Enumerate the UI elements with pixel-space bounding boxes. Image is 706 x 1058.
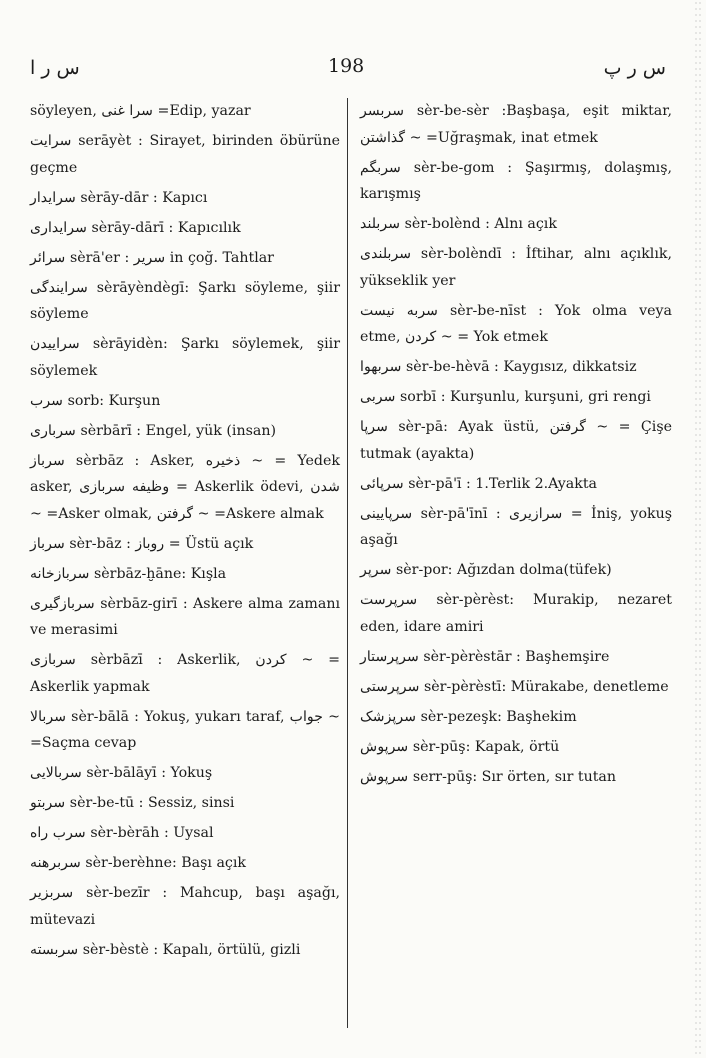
- right-column: [360, 98, 672, 794]
- dictionary-entry: سرپر sèr-por: Ağızdan dolma(tüfek): [360, 562, 612, 578]
- dictionary-entry: سراییدن sèrāyidèn: Şarkı söylemek, şiir söylemek: [30, 336, 340, 379]
- dictionary-entry: سرباز sèr-bāz : روباز = Üstü açık: [30, 535, 254, 552]
- column-divider: [347, 98, 348, 1028]
- dictionary-entry: سربازخانه sèrbāz-ḫāne: Kışla: [30, 565, 227, 582]
- dictionary-entry: سرپزشک sèr-pezeşk: Başhekim: [360, 708, 577, 725]
- dictionary-entry: سربازی sèrbāzī : Askerlik, کردن ~ = Askerlik yapmak: [30, 652, 340, 695]
- dictionary-entry: سربسر sèr-be-sèr :Başbaşa, eşit miktar, گذاشتن ~ =Uğraşmak, inat etmek: [360, 103, 672, 146]
- dictionary-entry: سرباز sèrbāz : Asker, ذخیره ~ = Yedek asker, وظیفه سربازی = Askerlik ödevi, شدن ~ =Asker olmak, گرفتن ~ =Askere almak: [30, 452, 340, 522]
- dictionary-entry: سربتو sèr-be-tū : Sessiz, sinsi: [30, 795, 235, 811]
- dictionary-entry: سرایداری sèrāy-dārī : Kapıcılık: [30, 219, 241, 236]
- dictionary-entry: سرباری sèrbārī : Engel, yük (insan): [30, 422, 276, 439]
- dictionary-entry: سرپرستار sèr-pèrèstār : Başhemşire: [360, 648, 610, 665]
- page-number: 198: [328, 55, 365, 77]
- header-right-guide-letters: س ر پ: [603, 57, 666, 79]
- dictionary-entry: سرب راه sèr-bèrāh : Uysal: [30, 825, 214, 841]
- dictionary-entry: سربسته sèr-bèstè : Kapalı, örtülü, gizli: [30, 941, 301, 958]
- dictionary-entry: سرایدار sèrāy-dār : Kapıcı: [30, 189, 208, 206]
- dictionary-entry: سرپائی sèr-pā'ī : 1.Terlik 2.Ayakta: [360, 475, 597, 492]
- dictionary-entry: سربی sorbī : Kurşunlu, kurşuni, gri rengi: [360, 389, 651, 405]
- dictionary-entry: سربهوا sèr-be-hèvā : Kaygısız, dikkatsiz: [360, 359, 637, 375]
- dictionary-entry: سرپا sèr-pā: Ayak üstü, گرفتن ~ = Çişe tutmak (ayakta): [360, 419, 672, 462]
- dictionary-entry: سرایت serāyèt : Sirayet, birinden öbürüne geçme: [30, 133, 340, 176]
- dictionary-entry: سربزیر sèr-bezīr : Mahcup, başı aşağı, mütevazi: [30, 885, 340, 928]
- dictionary-entry: سرپرستی sèr-pèrèstī: Mürakabe, denetleme: [360, 678, 669, 695]
- dictionary-entry: سرب sorb: Kurşun: [30, 392, 161, 409]
- dictionary-entry: سرائر sèrā'er : سریر in çoğ. Tahtlar: [30, 249, 274, 266]
- dictionary-entry: سربلندی sèr-bolèndī : İftihar, alnı açıklık, yükseklik yer: [360, 246, 672, 289]
- dictionary-entry: سربه نیست sèr-be-nīst : Yok olma veya etme, کردن ~ = Yok etmek: [360, 302, 672, 345]
- dictionary-entry: سرپایینی sèr-pā'īnī : سرازیری = İniş, yokuş aşağı: [360, 505, 672, 548]
- dictionary-entry: سربازگیری sèrbāz-girī : Askere alma zamanı ve merasimi: [30, 595, 340, 638]
- dictionary-entry: سربرهنه sèr-berèhne: Başı açık: [30, 855, 247, 871]
- dictionary-entry: سربلند sèr-bolènd : Alnı açık: [360, 216, 557, 232]
- dictionary-entry: söyleyen, سرا غنی =Edip, yazar: [30, 103, 251, 119]
- dictionary-entry: سربالایی sèr-bālāyī : Yokuş: [30, 765, 213, 781]
- page-edge-noise: [694, 0, 702, 1058]
- dictionary-entry: سرایندگی sèrāyèndègī: Şarkı söyleme, şiir söyleme: [30, 279, 340, 322]
- dictionary-entry: سربالا sèr-bālā : Yokuş, yukarı taraf, جواب ~ =Saçma cevap: [30, 708, 340, 751]
- page-header: [0, 55, 706, 85]
- dictionary-entry: سرپرست sèr-pèrèst: Murakip, nezaret eden, idare amiri: [360, 592, 672, 635]
- dictionary-entry: سربگم sèr-be-gom : Şaşırmış, dolaşmış, karışmış: [360, 159, 672, 202]
- dictionary-entry: سرپوش sèr-pūş: Kapak, örtü: [360, 738, 560, 755]
- header-left-guide-letters: س ر ا: [30, 57, 80, 79]
- left-column: [30, 98, 340, 967]
- dictionary-entry: سرپوش serr-pūş: Sır örten, sır tutan: [360, 768, 617, 785]
